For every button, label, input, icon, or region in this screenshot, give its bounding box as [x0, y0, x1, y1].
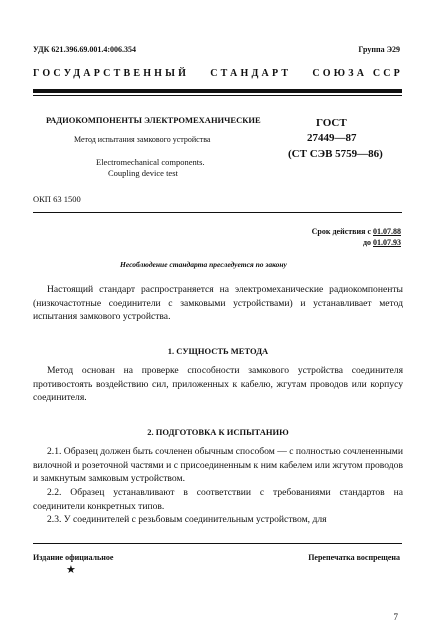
state-standard-heading: [33, 68, 403, 79]
english-title-line1: Electromechanical components.: [96, 157, 205, 167]
state-word-3: СОЮЗА ССР: [312, 68, 403, 79]
paragraph-2-1: 2.1. Образец должен быть сочленен обычным способом — с полностью сочлененными вилочной и розеточной частями и с присоединенным к ним кабелем или жгутом проводов и замкнутым замковым устройством.: [33, 446, 403, 484]
group-code: Группа Э29: [358, 45, 400, 54]
gost-number: 27449—87: [307, 132, 357, 144]
validity-from: 01.07.88: [373, 227, 401, 236]
paragraph-2-3: 2.3. У соединителей с резьбовым соединительным устройством, для: [47, 514, 327, 525]
validity-to-label: до: [362, 238, 371, 247]
gost-label: ГОСТ: [316, 117, 347, 129]
st-sev-number: (СТ СЭВ 5759—86): [288, 148, 383, 160]
page-number: 7: [393, 612, 398, 622]
document-title: РАДИОКОМПОНЕНТЫ ЭЛЕКТРОМЕХАНИЧЕСКИЕ: [46, 115, 261, 125]
header-rule-thin: [33, 95, 402, 96]
section1-heading: 1. СУЩНОСТЬ МЕТОДА: [167, 346, 269, 356]
footer-rule: [33, 543, 402, 544]
state-word-1: ГОСУДАРСТВЕННЫЙ: [33, 68, 190, 79]
paragraph-2-2: 2.2. Образец устанавливают в соответствии с требованиями стандартов на соединители конкретных типов.: [33, 487, 403, 512]
official-edition-label: Издание официальное: [33, 553, 114, 562]
state-word-2: СТАНДАРТ: [210, 68, 292, 79]
star-mark-icon: ★: [66, 564, 76, 576]
document-subtitle: Метод испытания замкового устройства: [74, 135, 211, 144]
validity-period: [312, 226, 401, 248]
section2-heading: 2. ПОДГОТОВКА К ИСПЫТАНИЮ: [147, 427, 289, 437]
header-rule-thick: [33, 89, 402, 93]
udk-code: УДК 621.396.69.001.4:006.354: [33, 45, 137, 54]
section1-paragraph: Метод основан на проверке способности замкового устройства соединителя противостоять воздействию сил, приложенных к кабелю, жгутам проводов или корпусу соединителя.: [33, 365, 403, 403]
law-notice: Несоблюдение стандарта преследуется по закону: [120, 260, 287, 269]
validity-label: Срок действия с: [311, 227, 371, 236]
english-title-line2: Coupling device test: [108, 168, 178, 178]
okp-code: ОКП 63 1500: [33, 194, 81, 204]
validity-to: 01.07.93: [373, 238, 401, 247]
intro-paragraph: Настоящий стандарт распространяется на электромеханические радиокомпоненты (низкочастотные соединители с замковыми устройствами) и устанавливает метод испытания замкового устройства.: [33, 284, 403, 322]
okp-rule: [33, 212, 402, 213]
reprint-prohibited-label: Перепечатка воспрещена: [308, 553, 400, 562]
